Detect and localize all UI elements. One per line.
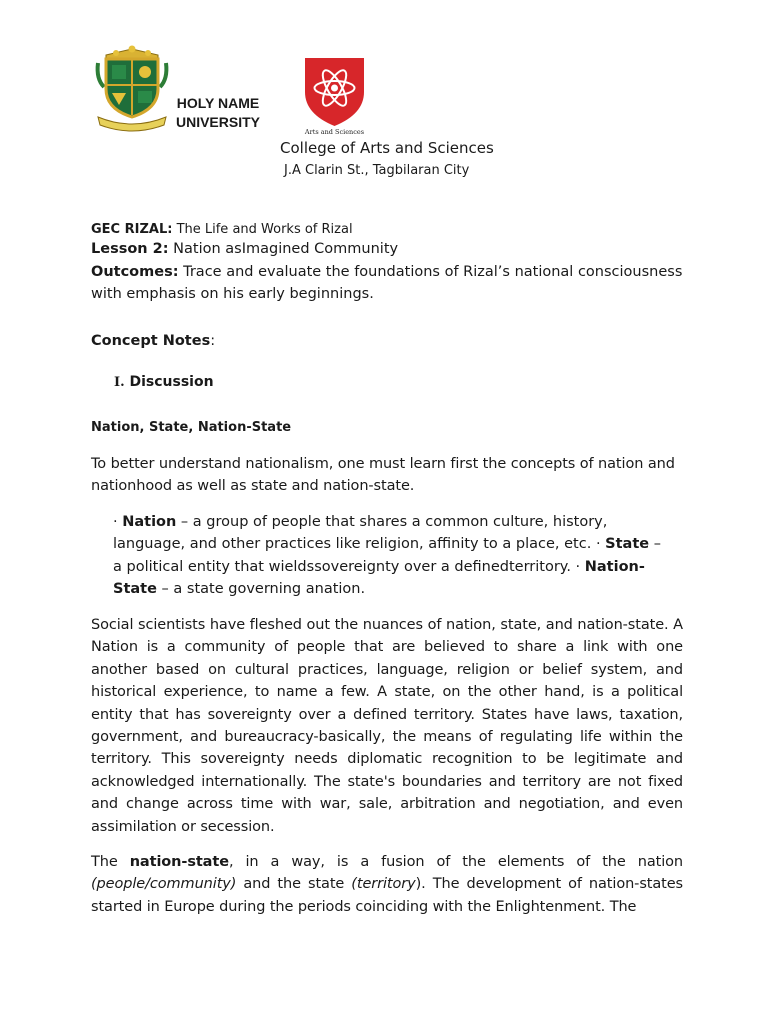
- section-title: Discussion: [124, 374, 214, 390]
- college-address: J.A Clarin St., Tagbilaran City: [284, 163, 470, 178]
- state-definition: – a political entity that wieldssovereignty over a definedterritory. ·: [113, 536, 661, 575]
- outcomes-line: [91, 261, 691, 305]
- paragraph-nation-state: Social scientists have fleshed out the nuances of nation, state, and nation-state. A Nation is a community of people that are believed to share a link with one another based on cultural practices, language, religion or belief system, and historical experience, to name a few. A state, on the other hand, is a political entity that has sovereignty over a defined territory. States have laws, taxation, government, and bureaucracy-basically, the means of regulating life within the territory. This sovereignty needs diplomatic recognition to be legitimate and acknowledged internationally. The state's boundaries and territory are not fixed and change across time with war, sale, arbitration and negotiation, and even assimilation or secession.: [91, 617, 683, 835]
- course-label: GEC RIZAL:: [91, 222, 173, 237]
- university-name: HOLY NAME UNIVERSITY: [175, 95, 260, 130]
- lesson-line: [91, 238, 691, 260]
- nation-term: Nation: [122, 514, 177, 530]
- definitions-list: · Nation – a group of people that shares a common culture, history, language, and other practices like religion, affinity to a place, etc. · State – a political entity that wieldssovereignty over a definedterritory. · Nation-State – a state governing anation.: [113, 514, 661, 598]
- holy-name-university-logo: [92, 45, 172, 137]
- arts-and-sciences-logo: [297, 52, 372, 138]
- nation-state-term: Nation-State: [113, 558, 645, 598]
- section-numeral: I.: [114, 375, 125, 390]
- nation-definition: – a group of people that shares a common culture, history, language, and other practices like religion, affinity to a place, etc.: [113, 514, 608, 553]
- college-name: College of Arts and Sciences: [280, 139, 494, 157]
- intro-paragraph: To better understand nationalism, one must learn first the concepts of nation and nationhood as well as state and nation-state.: [91, 456, 675, 495]
- state-term: State: [605, 536, 650, 553]
- outcomes-label: Outcomes:: [91, 264, 179, 280]
- course-value: The Life and Works of Rizal: [172, 222, 353, 237]
- paragraph-nation-state-fusion: The nation-state, in a way, is a fusion of the elements of the nation (people/community) and the state (territory). The development of nation-states started in Europe during the periods coinciding with the Enlightenment. The: [91, 854, 684, 915]
- nation-state-definition: – a state governing anation.: [156, 581, 366, 598]
- lesson-label: Lesson 2:: [91, 241, 169, 257]
- section-heading: [114, 374, 214, 390]
- lesson-value: Nation asImagined Community: [168, 241, 399, 257]
- outcomes-value: Trace and evaluate the foundations of Rizal’s national consciousness with emphasis on his early beginnings.: [91, 264, 683, 302]
- concept-notes-heading: Concept Notes:: [91, 333, 216, 349]
- arts-and-sciences-caption: Arts and Sciences: [304, 128, 365, 136]
- subheading: Nation, State, Nation-State: [91, 420, 292, 435]
